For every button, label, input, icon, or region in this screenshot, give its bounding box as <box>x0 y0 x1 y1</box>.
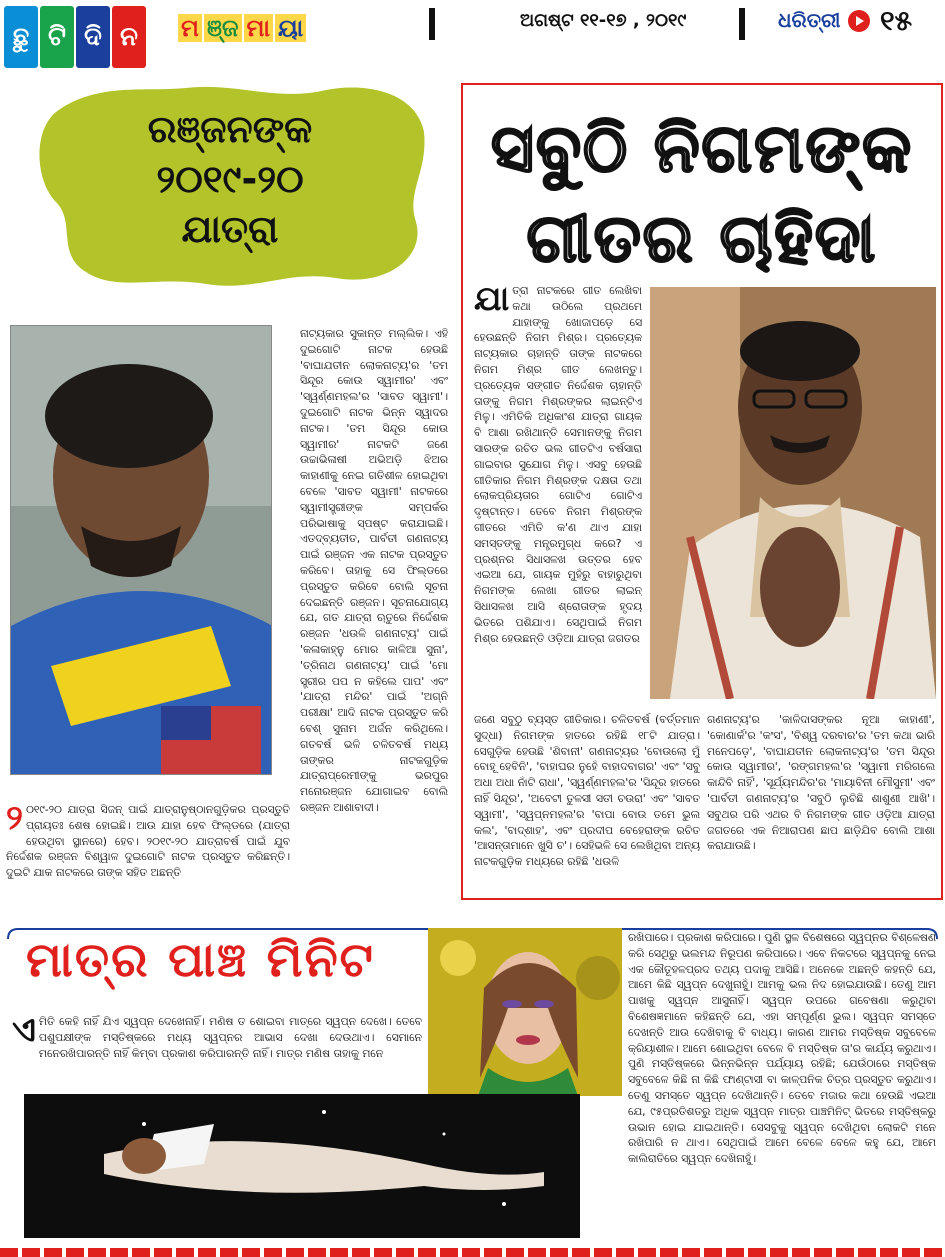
story3-intro <box>12 1014 422 1080</box>
story2-headline <box>470 104 934 284</box>
lyricist-photo <box>650 287 936 699</box>
issue-date: ଅଗଷ୍ଟ ୧୧-୧୭ , ୨୦୧୯ <box>520 10 687 31</box>
dreaming-woman-photo <box>428 928 622 1096</box>
story1-title <box>80 104 380 254</box>
supplement-logo <box>178 14 306 42</box>
story1-dropcap: ୨ <box>6 802 23 838</box>
story2-column-text: ତ୍ରା ନାଟକରେ ଗୀତ ଲେଖିବା କଥା ଉଠିଲେ ପ୍ରଥମେ ଯାହାଙ୍କୁ ଖୋଜାପଡ଼େ ସେ ହେଉଛନ୍ତି ନିଗମ ମିଶ୍ର। ପ୍ରତ୍ୟେକ ନାଟ୍ୟକାର ଚାହାନ୍ତି ତାଙ୍କ ନାଟକରେ ନିଗମ ମିଶ୍ର ଗୀତ ଲେଖନ୍ତୁ। ପ୍ରତ୍ୟେକ ସଙ୍ଗୀତ ନିର୍ଦ୍ଦେଶକ ଚାହାନ୍ତି ତାଙ୍କୁ ନିଗମ ମିଶ୍ରଙ୍କର ଲାଇନ୍‌ଟିଏ ମିଳୁ। ଏମିତିକି ଅଧିକାଂଶ ଯାତ୍ରା ଗାୟକ ବି ଆଶା ରଖିଥାନ୍ତି ସେମାନଙ୍କୁ ନିଗମ ସାରଙ୍କ ରଚିତ ଭଲ ଗୀତଟିଏ ବର୍ଷସାରା ଗାଇବାର ସୁଯୋଗ ମିଳୁ। ଏସବୁ ହେଉଛି ଗୀତିକାର ନିଗମ ମିଶ୍ରଙ୍କ ଦକ୍ଷତା ତଥା ଲୋକପ୍ରିୟତାର ଗୋଟିଏ ଗୋଟିଏ ଦୃଷ୍ଟାନ୍ତ। ତେବେ ନିଗମ ମିଶ୍ରଙ୍କ ଗୀତରେ ଏମିତି କ'ଣ ଥାଏ ଯାହା ସମସ୍ତଙ୍କୁ ମନ୍ତ୍ରମୁଗ୍ଧ କରେ? ଏ ପ୍ରଶ୍ନର ସିଧାସଳଖ ଉତ୍ତର ହେବ ଏଇଆ ଯେ, ଗାୟକ ମୁହଁରୁ ବାହାରୁଥିବା ନିଗମଙ୍କ ଲେଖା ଗୀତର ଲାଇନ୍ ସିଧାସଳଖ ଆସି ଶ୍ରୋତାଙ୍କ ହୃଦୟ ଭିତରେ ପଶିଯାଏ। ସେଥିପାଇଁ ନିଗମ ମିଶ୍ର ହେଉଛନ୍ତି ଓଡ଼ିଆ ଯାତ୍ରା ଜଗତର <box>474 284 642 645</box>
masthead <box>0 0 945 72</box>
section-logo-letter: ଟି <box>40 6 74 68</box>
supplement-logo-letter: ମା <box>244 14 273 42</box>
footer-rule <box>0 1248 945 1257</box>
story1-title-line: ରଞ୍ଜନଙ୍କ <box>147 107 313 151</box>
story1-intro <box>6 802 290 918</box>
header-divider <box>739 8 745 40</box>
section-logo <box>4 6 146 68</box>
section-logo-letter: ଦି <box>76 6 110 68</box>
story2-headline-line: ସବୁଠି ନିଗମଙ୍କ <box>491 110 913 187</box>
story2-lower-column-right: ଗଣନାଟ୍ୟ'ର 'କାଳିଦାସଙ୍କର ନୂଆ କାହାଣୀ', 'କୋଣାର୍କ'ର 'କଂସ', 'ବିଶ୍ୱ ଦରବାର'ର 'ତମ କଥା ଭାରି ମନେପଡ଼େ', 'ବାଘାଯତୀନ ଲୋକନାଟ୍ୟ'ର 'ତମ ସିନ୍ଦୂର କୋଉ ସ୍ୱାମୀର', 'ରଙ୍ଗମହଲ'ର 'ସ୍ୱାମୀ ମରିଗଲେ କାନ୍ଦିବି ନାହିଁ', 'ସୂର୍ଯ୍ୟମନ୍ଦିର'ର 'ମାୟାବିନୀ ମୌସୁମୀ' ଏବଂ 'ପାର୍ବତୀ ଗଣନାଟ୍ୟ'ର 'ସବୁଠି ଲୁଚିଛି ଶାଶୁଣୀ ଆଖି'। ସବୁଥର ପରି ଏଥର ବି ନିଗମଙ୍କ ଗୀତ ଓଡ଼ିଆ ଯାତ୍ରା ଜଗତରେ ଏକ ନିଆରାପଣ ଛାପ ଛାଡ଼ିଯିବ ବୋଲି ଆଶା କରାଯାଉଛି। <box>707 713 935 853</box>
floating-woman-photo <box>24 1094 580 1238</box>
story1-intro-text: ୦୧୯-୨୦ ଯାତ୍ରା ସିଜନ୍ ପାଇଁ ଯାତ୍ରାନୁଷ୍ଠାନଗୁଡ଼ିକର ପ୍ରସ୍ତୁତି ପ୍ରାୟତଃ ଶେଷ ହୋଇଛି। ଆଉ ଯାହା ହେବ ଫିଲ୍ଡରେ (ଯାତ୍ରା ହେଉଥିବା ସ୍ଥାନରେ) ହେବ। ୨୦୧୯-୨୦ ଯାତ୍ରାବର୍ଷ ପାଇଁ ଯୁବ ନିର୍ଦ୍ଦେଶକ ରଞ୍ଜନ ବିଶ୍ୱାଳ ଦୁଇଗୋଟି ନାଟକ ପ୍ରସ୍ତୁତ କରିଛନ୍ତି। ଦୁଇଟି ଯାକ ନାଟକରେ ତାଙ୍କ ସହିତ ଅଛନ୍ତି <box>6 803 290 880</box>
story2-dropcap: ଯା <box>474 283 510 319</box>
supplement-logo-letter: ମ <box>178 14 202 42</box>
story2-headline-line: ଗୀତର ଚାହିଦା <box>526 200 878 277</box>
story3-intro-text: ମିତି କେହି ନାହିଁ ଯିଏ ସ୍ୱପ୍ନ ଦେଖେନାହିଁ। ମଣିଷ ତ ଶୋଇବା ମାତ୍ରେ ସ୍ୱପ୍ନ ଦେଖେ। ତେବେ ପଶୁପକ୍ଷୀଙ୍କ ମସ୍ତିଷ୍କରେ ମଧ୍ୟ ସ୍ୱପ୍ନର ଆଭାସ ଦେଖା ଦେଉଥାଏ। ସେମାନେ ମନେରଖିପାରନ୍ତି ନାହିଁ କିମ୍ବା ପ୍ରକାଶ କରିପାରନ୍ତି ନାହିଁ। ମାତ୍ର ମଣିଷ ତାହାକୁ ମନେ <box>38 1015 422 1060</box>
section-logo-letter: ଛୁ <box>4 6 38 68</box>
supplement-logo-letter: ଞ୍ଜ <box>204 14 242 42</box>
director-photo <box>10 325 272 775</box>
story2-column <box>474 283 642 711</box>
supplement-logo-letter: ୟା <box>275 14 306 42</box>
header-divider <box>429 8 435 40</box>
section-logo-letter: ନ <box>112 6 146 68</box>
story1-title-line: ୨୦୧୯-୨୦ <box>156 157 304 201</box>
story3-headline: ମାତ୍ର ପାଞ୍ଚ ମିନିଟ <box>26 932 375 988</box>
play-icon <box>848 10 870 32</box>
story3-dropcap: ଏ <box>12 1014 36 1050</box>
page-number: ୧୫ <box>880 4 913 37</box>
story1-column: ନାଟ୍ୟକାର ସୁକାନ୍ତ ମଲ୍ଲିକ। ଏହି ଦୁଇଗୋଟି ନାଟକ ହେଉଛି 'ବାଘାଯତୀନ ଲୋକନାଟ୍ୟ'ର 'ତମ ସିନ୍ଦୂର କୋଉ ସ୍ୱାମୀର' ଏବଂ 'ସ୍ୱର୍ଣ୍ଣମହଲ'ର 'ସାବତ ସ୍ୱାମୀ'। ଦୁଇଗୋଟି ନାଟକ ଭିନ୍ନ ସ୍ୱାଦର ନାଟକ। 'ତମ ସିନ୍ଦୂର କୋଉ ସ୍ୱାମୀର' ନାଟକଟି ଜଣେ ଉଚ୍ଚାଭିଳାଷୀ ଅଭିଅଡ଼ି ଝିଅର କାହାଣୀକୁ ନେଇ ଗତିଶୀଳ ହୋଇଥିବା ବେଳେ 'ସାବତ ସ୍ୱାମୀ' ନାଟକରେ ସ୍ୱାମୀସ୍ତ୍ରୀଙ୍କ ସମ୍ପର୍କର ପରିଭାଷାକୁ ସ୍ପଷ୍ଟ କରାଯାଇଛି। ଏତଦ୍‌ବ୍ୟତୀତ, ପାର୍ବତୀ ଗଣନାଟ୍ୟ ପାଇଁ ରଞ୍ଜନ ଏକ ନାଟକ ପ୍ରସ୍ତୁତ କରିବେ। ତାହାକୁ ସେ ଫିଲ୍ଡରେ ପ୍ରସ୍ତୁତ କରିବେ ବୋଲି ସୂଚନା ଦେଇଛନ୍ତି ରଞ୍ଜନ। ସୂଚନାଯୋଗ୍ୟ ଯେ, ଗତ ଯାତ୍ରା ଋତୁରେ ନିର୍ଦ୍ଦେଶକ ରଞ୍ଜନ 'ଧଉଳି ଗଣନାଟ୍ୟ' ପାଇଁ 'କଳାକାହ୍ନୁ ମୋର କାଳିଆ ସୁନା', 'ତ୍ରିନାଥ ଗଣନାଟ୍ୟ' ପାଇଁ 'ମୋ ସ୍ତ୍ରୀର ପପ ନ କହିଲେ ପାପ' ଏବଂ 'ଯାତ୍ରା ମନ୍ଦିର' ପାଇଁ 'ଅଗ୍ନି ପରୀକ୍ଷା' ଆଦି ନାଟକ ପ୍ରସ୍ତୁତ କରି ବେଶ୍ ସୁନାମ ଅର୍ଜନ କରିଥିଲେ। ଗତବର୍ଷ ଭଳି ଚଳିତବର୍ଷ ମଧ୍ୟ ତାଙ୍କର ନାଟକଗୁଡ଼ିକ ଯାତ୍ରାପ୍ରେମୀଙ୍କୁ ଭରପୁର ମନୋରଞ୍ଜନ ଯୋଗାଇବ ବୋଲି ରଞ୍ଜନ ଆଶାବାଦୀ। <box>300 327 448 814</box>
story1-title-line: ଯାତ୍ରା <box>181 207 279 251</box>
story2-lower-column-left: ଜଣେ ସବୁଠୁ ବ୍ୟସ୍ତ ଗୀତିକାର। ଚଳିତବର୍ଷ (ବର୍ତ୍ତମାନ ସୁଦ୍ଧା) ନିଗମଙ୍କ ହାତରେ ରହିଛି ୧୮ଟି ଯାତ୍ରା। ସେଗୁଡ଼ିକ ହେଉଛି 'ଶିବାନୀ' ଗଣନାଟ୍ୟର 'ବୋଉଲୋ ମୁଁ ବୋହୂ ହେବିନି', 'ବାହାଘର ନୁହେଁ ବାହାଦବାଗର' ଏବଂ 'ସବୁ ଅଧା ଅଧା ନାଁଟି ରାଧା', 'ସ୍ୱର୍ଣ୍ଣମହଲ'ର 'ସିନ୍ଦୂର ହାତରେ ନାହିଁ ସିନ୍ଦୂର', 'ଅବେଟୀ ତୁଳସୀ ସତୀ ଚଉରା' ଏବଂ 'ସାବତ ସ୍ୱାମୀ', 'ସ୍ୱପ୍ନମହଲ'ର 'ବାପା ବୋଉ ତମେ ଭୁଲ କଲ', 'ବାଦ୍‌ଶାହ', ଏବଂ ପ୍ରଦୀପ ବେହେରାଙ୍କ ରଚିତ 'ଆସନ୍ତାମାନେ ଖୁସି ଚ'। ସେହିଭଳି ସେ ଲେଖିଥିବା ଅନ୍ୟ ନାଟକଗୁଡ଼ିକ ମଧ୍ୟରେ ରହିଛି 'ଧଉଳି <box>474 713 700 869</box>
newspaper-logo: ଧରିତ୍ରୀ <box>778 8 841 32</box>
story3-column: ରଖିପାରେ। ପ୍ରକାଶ କରିପାରେ। ପୁଣି ସ୍ଥଳ ବିଶେଷରେ ସ୍ୱପ୍ନର ବିଶ୍ଳେଷଣ କରି ସେଥିରୁ ଭଲମନ୍ଦ ନିରୂପଣ କରିପାରେ। ଏବେ ନିକଟରେ ସ୍ୱପ୍ନକୁ ନେଇ ଏକ କୌତୂହଳପ୍ରଦ ତଥ୍ୟ ପଦାକୁ ଆସିଛି। ଅନେକେ ଅଛନ୍ତି କହନ୍ତି ଯେ, ଆମେ କିଛି ସ୍ୱପ୍ନ ଦେଖୁନାହୁଁ। ଆମକୁ ଭଲ ନିଦ ହୋଇଯାଉଛି। ତେଣୁ ଆମ ପାଖକୁ ସ୍ୱପ୍ନ ଆସୁନାହିଁ। ସ୍ୱପ୍ନ ଉପରେ ଗବେଷଣା କରୁଥିବା ବିଶେଷଜ୍ଞମାନେ କହିଛନ୍ତି ଯେ, ଏହା ସମ୍ପୂର୍ଣ୍ଣ ଭୁଲ। ସ୍ୱପ୍ନ ସମସ୍ତେ ଦେଖନ୍ତି ଆଉ ଦେଖିବାକୁ ବି ବାଧ୍ୟ। କାରଣ ଆମର ମସ୍ତିଷ୍କ ସବୁବେଳେ କ୍ରିୟାଶୀଳ। ଆମେ ଶୋଇଥିବା ବେଳେ ବି ମସ୍ତିଷ୍କ ତା'ର କାର୍ଯ୍ୟ କରୁଥାଏ। ପୁଣି ମସ୍ତିଷ୍କରେ ଭିନ୍ନଭିନ୍ନ ପର୍ଯ୍ୟାୟ ରହିଛି; ଯେଉଁଠାରେ ମସ୍ତିଷ୍କ ସବୁବେଳେ କିଛି ନା କିଛି ଫାଣ୍ଟାସୀ ବା କାଳ୍ପନିକ ଚିତ୍ର ପ୍ରସ୍ତୁତ କରୁଥାଏ। ତେଣୁ ସମସ୍ତେ ସ୍ୱପ୍ନ ଦେଖିଥାନ୍ତି। ତେବେ ମଜାର କଥା ହେଉଛି ଏଇଆ ଯେ, ୯୫ପ୍ରତିଶତରୁ ଅଧିକ ସ୍ୱପ୍ନ ମାତ୍ର ପାଞ୍ଚମିନିଟ୍ ଭିତରେ ମସ୍ତିଷ୍କରୁ ଉଭାନ ହୋଇ ଯାଇଥାନ୍ତି। ସେସବୁକୁ ସ୍ୱପ୍ନ ଦେଖିଥିବା ଲୋକଟି ମନେ ରଖିପାରି ନ ଥାଏ। ସେଥିପାଇଁ ଆମେ ବେଳେ ବେଳେ କହୁ ଯେ, ଆମେ କାଲିରାତିରେ ସ୍ୱପ୍ନ ଦେଖିନାହୁଁ। <box>628 931 936 1166</box>
